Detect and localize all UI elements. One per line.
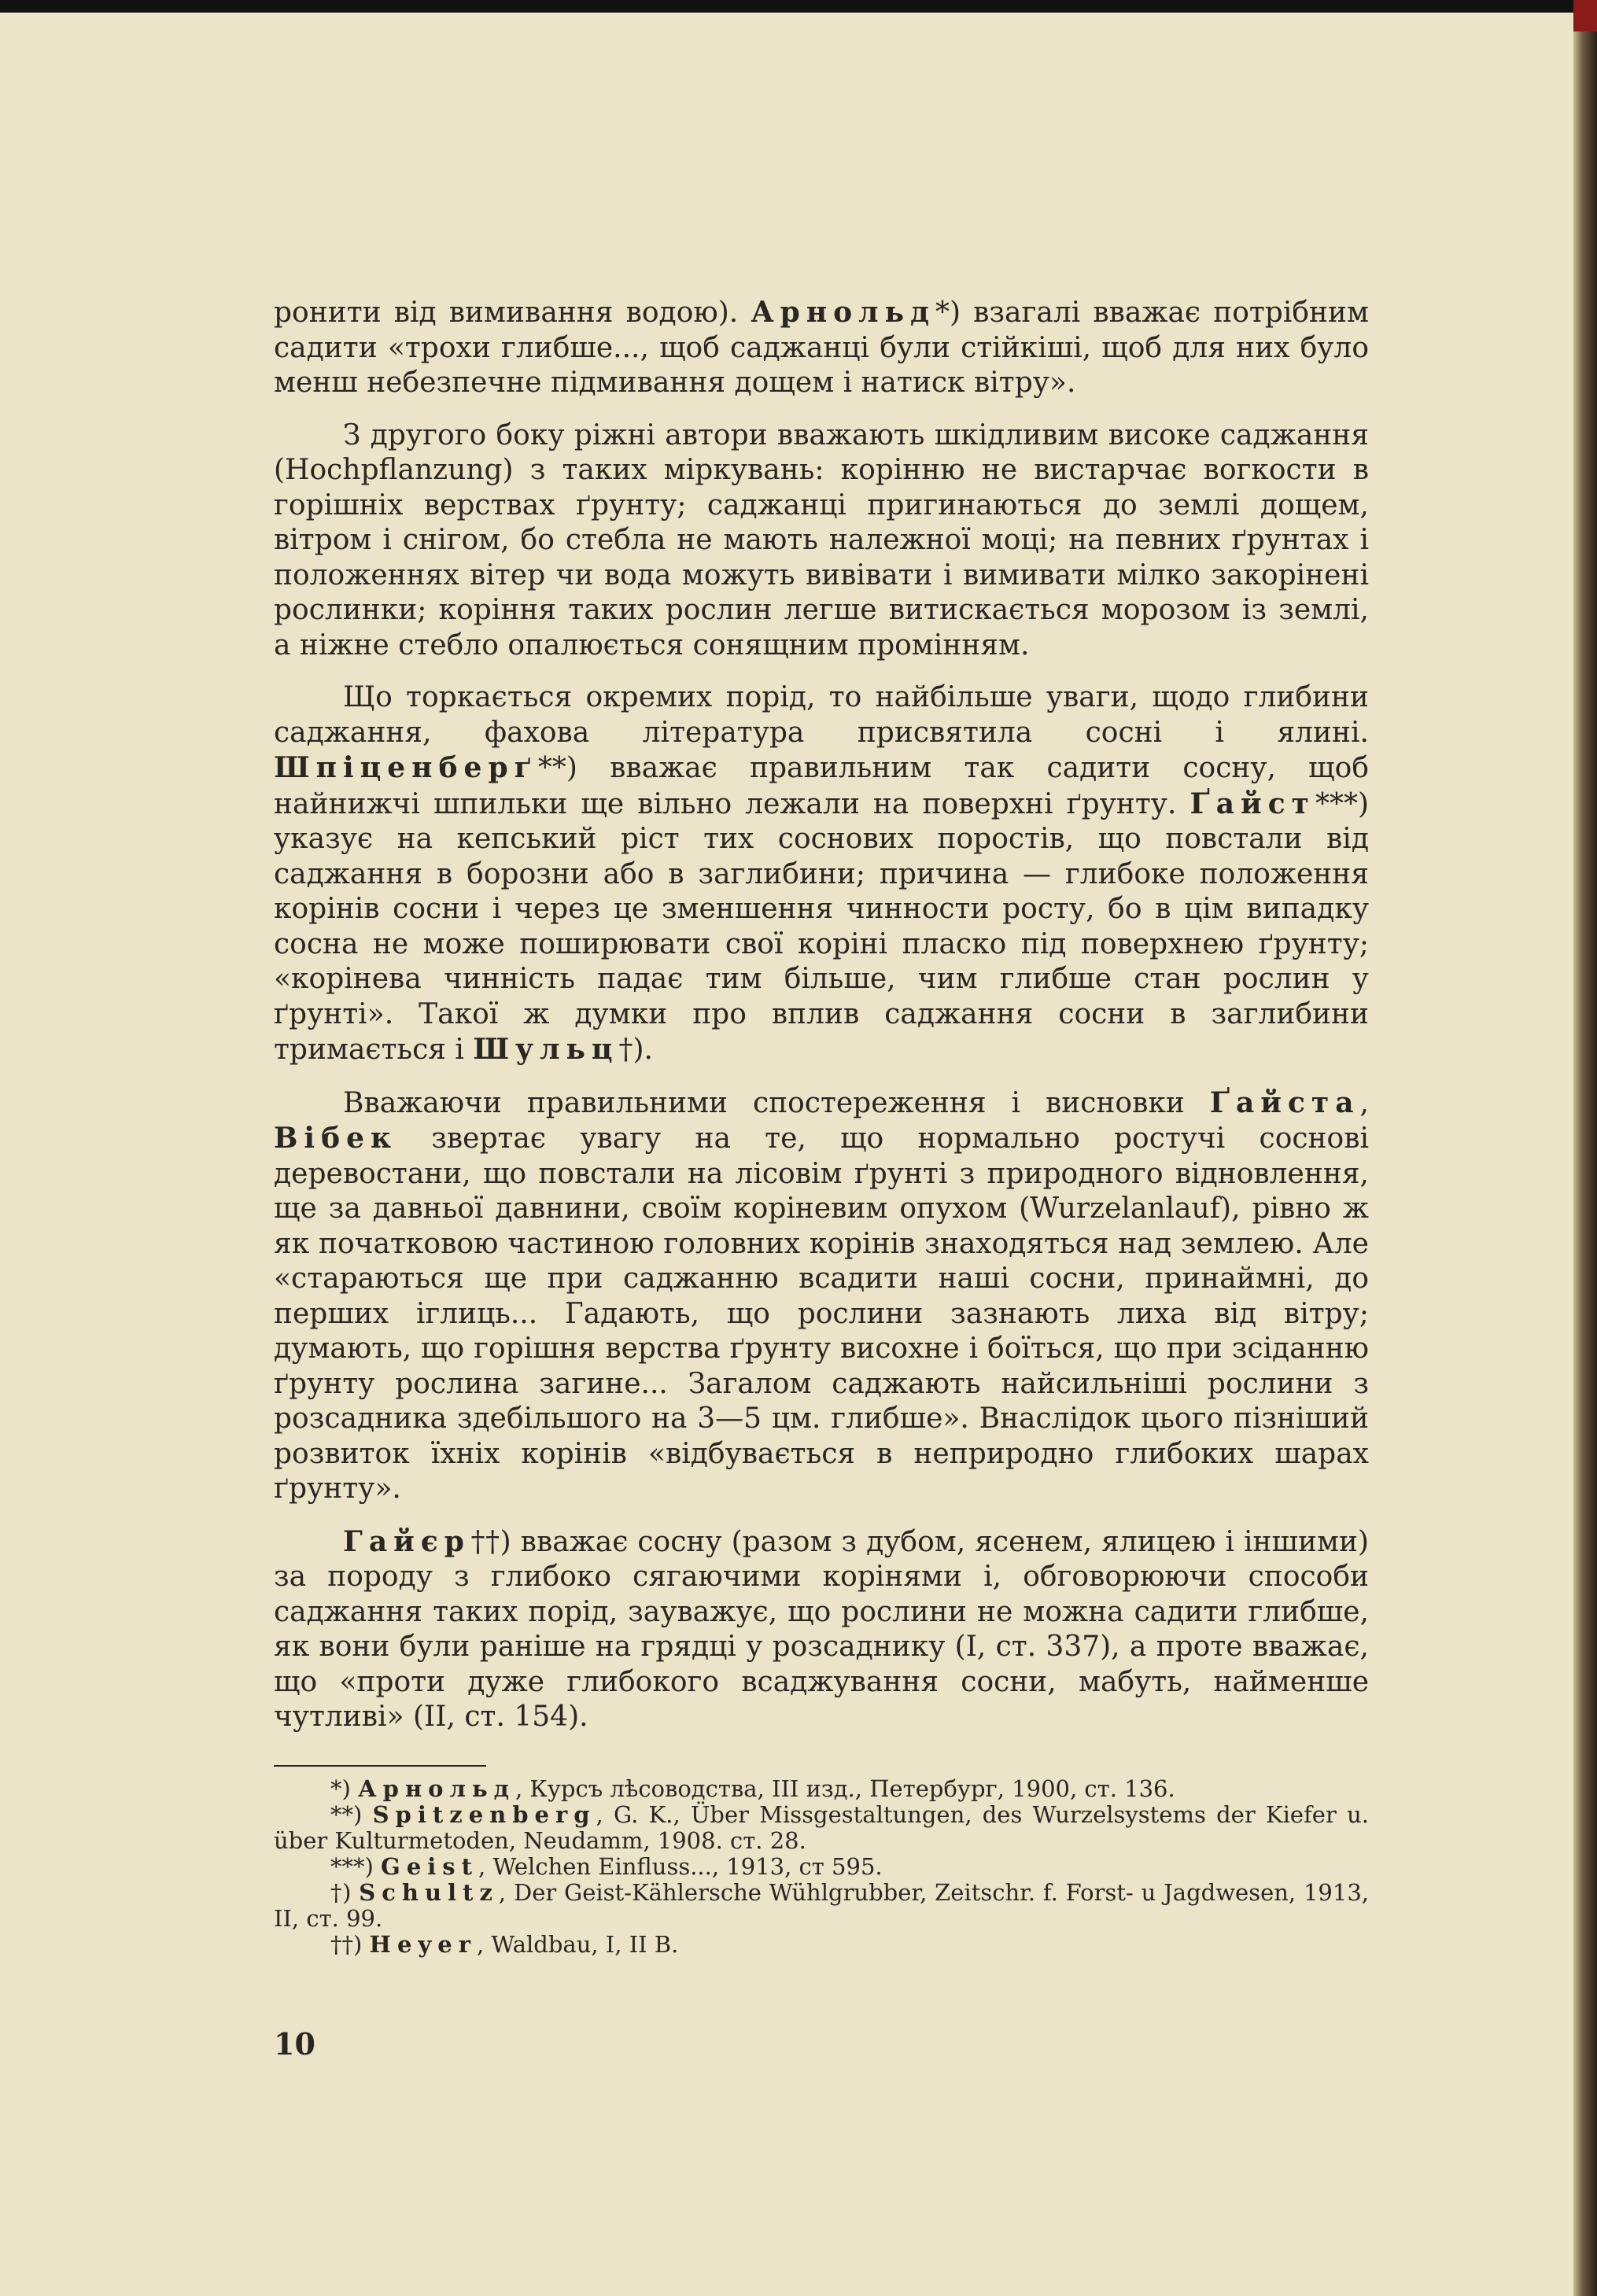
footnote [274,1880,1369,1932]
paragraph [274,680,1369,1068]
footnote [274,1802,1369,1854]
text-run: ††) [330,1930,370,1958]
author-name: Шпіценберґ [274,751,538,784]
author-name: Ґайст [1189,787,1315,820]
footnote [274,1776,1369,1802]
text-run: ††) вважає сосну (разом з дубом, ясенем, ялицею і іншими) за породу з глибоко сягаючими корінями і, обговорюючи способи саджання таких порід, зауважує, що рослини не можна садити глибше, як вони були раніше на грядці у розсаднику (I, ст. 337), а проте вважає, що «проти дуже глибокого всаджування сосни, мабуть, найменше чутливі» (II, ст. 154). [274,1525,1369,1733]
text-run: , Welchen Einfluss..., 1913, ст 595. [478,1852,883,1880]
text-run: *) взагалі вважає потрібним садити «трохи глибше..., щоб саджанці були стійкіші, щоб для них було менш небезпечне підмивання дощем і натиск вітру». [274,297,1370,399]
text-run: , Der Geist-Kählersche Wühlgrubber, Zeitschr. f. Forst- u Jagdwesen, 1913, II, ст. 99. [274,1878,1369,1932]
footnote [274,1932,1369,1958]
text-run: **) вважає правильним так садити сосну, щоб найнижчі шпильки ще вільно лежали на поверхні ґрунту. [274,752,1369,820]
scan-edge-mark [1573,0,1597,31]
page-body [274,295,1369,1958]
text-run: , [1359,1086,1369,1119]
text-run: *) [330,1775,359,1802]
author-name: Вібек [274,1122,398,1155]
text-run: †) [330,1878,360,1906]
paragraph [274,418,1369,664]
author-name: Spitzenberg [372,1800,596,1828]
footnote [274,1854,1369,1880]
author-name: Гайєр [343,1524,470,1558]
page-number: 10 [274,2026,315,2062]
footnote-divider [274,1765,486,1767]
author-name: Арнольд [751,296,935,329]
paragraph [274,1085,1369,1507]
author-name: Арнольд [358,1775,515,1802]
text-run: ***) [330,1852,382,1880]
text-run: Вважаючи правильними спостереження і висновки [343,1086,1210,1119]
author-name: Schultz [359,1878,499,1906]
text-run: ***) указує на кепський ріст тих соснових поростів, що повстали від саджання в борозни або в заглибини; причина — глибоке положення корінів сосни і через це зменшення чинности росту, бо в цім випадку сосна не може поширювати свої коріні пласко під поверхнею ґрунту; «корінева чинність падає тим більше, чим глибше стан рослин у ґрунті». Такої ж думки про вплив саджання сосни в заглибини тримається і [274,787,1369,1066]
author-name: Geist [381,1852,479,1880]
text-run: Що торкається окремих порід, то найбільше уваги, щодо глибини саджання, фахова література присвятила сосні і ялині. [274,681,1369,749]
paragraph [274,1524,1369,1735]
text-run: , G. K., Über Missgestaltungen, des Wurzelsystems der Kiefer u. über Kulturmetoden, Neudamm, 1908. ст. 28. [274,1800,1369,1854]
author-name: Шульц [473,1033,619,1066]
text-run: **) [330,1800,373,1828]
paragraph [274,295,1369,401]
author-name: Ґайста [1209,1085,1360,1119]
text-run: ронити від вимивання водою). [274,297,751,329]
text-run: звертає увагу на те, що нормально ростучі соснові деревостани, що повстали на лісовім ґрунті з природного відновлення, ще за давньої давнини, своїм коріневим опухом (Wurzelanlauf), рівно ж як початковою частиною головних корінів знаходяться над землею. Але «стараються ще при саджанню всадити наші сосни, принаймні, до перших іглиць... Гадають, що рослини зазнають лиха від вітру; думають, що горішня верства ґрунту висохне і боїться, що при зсіданню ґрунту рослина загине... Загалом саджають найсильніші рослини з розсадника здебільшого на 3—5 цм. глибше». Внаслідок цього пізніший розвиток їхніх корінів «відбувається в неприродно глибоких шарах ґрунту». [274,1122,1369,1505]
scan-right-edge [1573,0,1597,2296]
text-run: З другого боку ріжні автори вважають шкідливим високе саджання (Hochpflanzung) з таких міркувань: корінню не вистарчає вогкости в горішніх верствах ґрунту; саджанці пригинаються до землі дощем, вітром і снігом, бо стебла не мають належної моці; на певних ґрунтах і положеннях вітер чи вода можуть вивівати і вимивати мілко закорінені рослинки; коріння таких рослин легше витискається морозом із землі, а ніжне стебло опалюється сонящним промінням. [274,418,1369,662]
text-run: †). [618,1034,653,1066]
author-name: Heyer [369,1930,477,1958]
scan-top-edge [0,0,1597,13]
text-run: , Waldbau, I, II B. [476,1930,679,1958]
text-run: , Курсъ лѣсоводства, III изд., Петербург, 1900, ст. 136. [515,1775,1175,1802]
